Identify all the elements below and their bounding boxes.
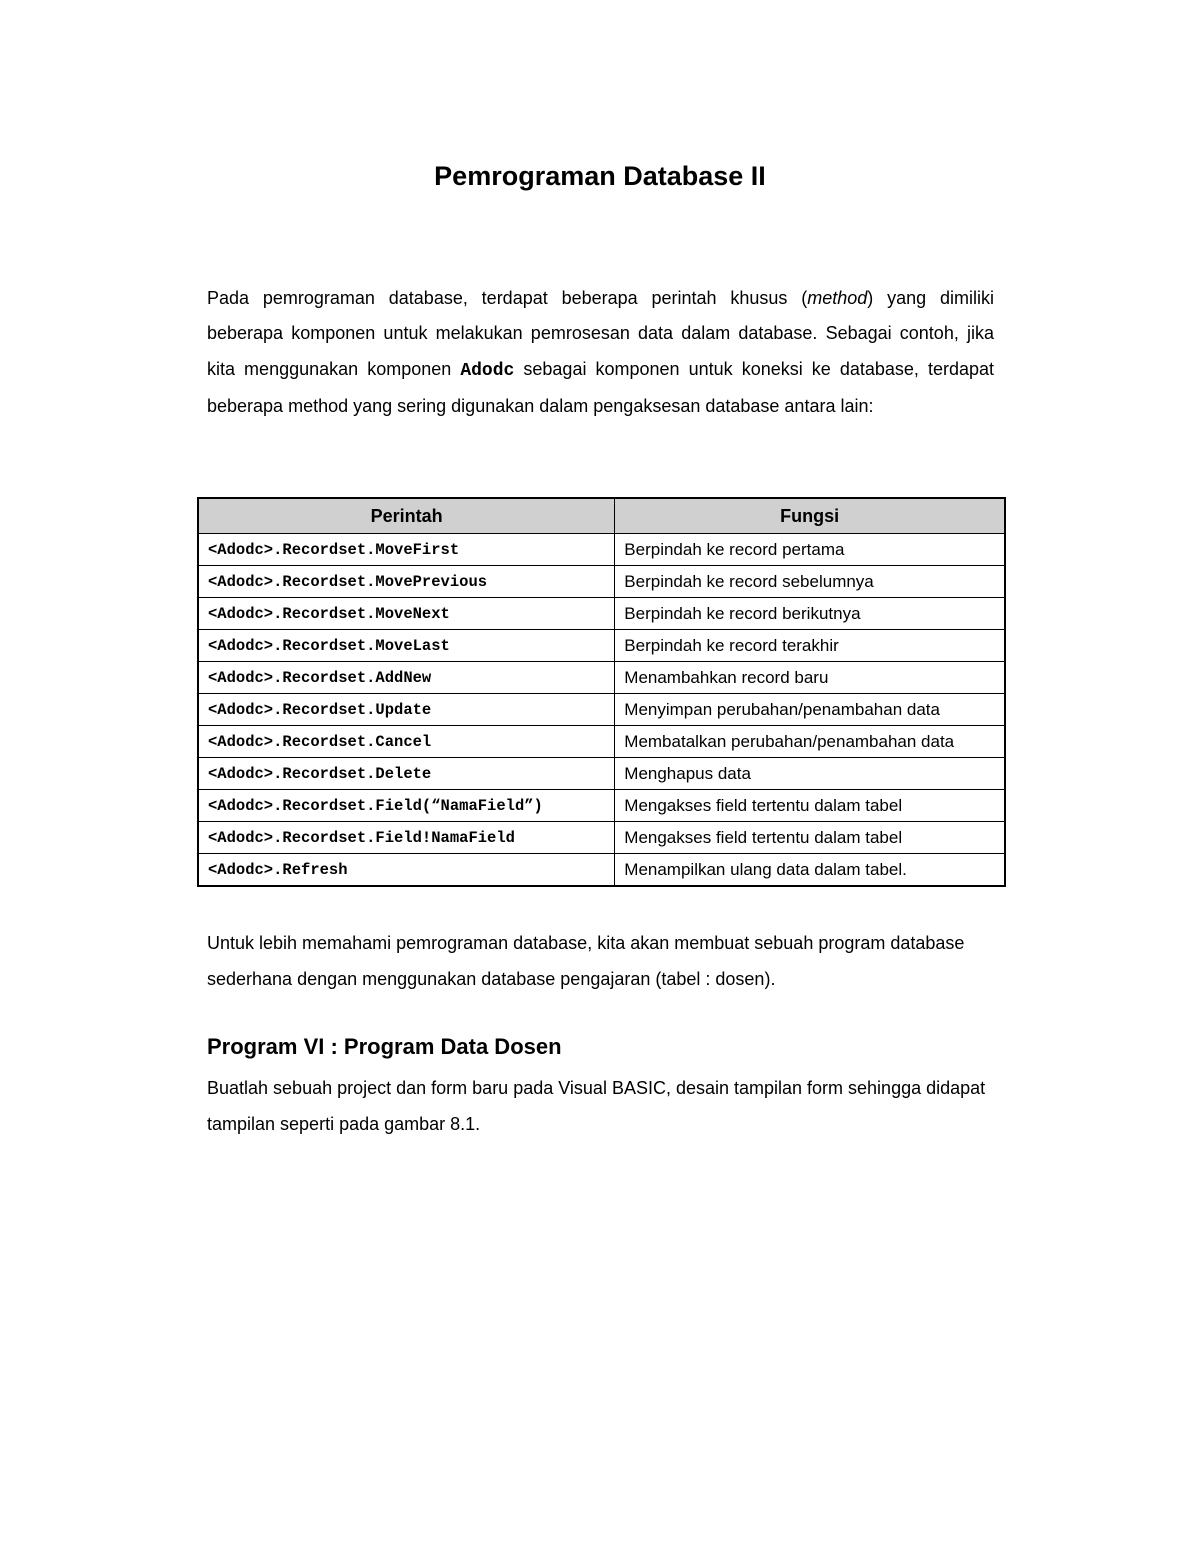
intro-text-part3: sebagai komponen untuk koneksi ke database, terdapat beberapa method yang sering digunakan dalam pengaksesan database antara lain:: [207, 358, 995, 416]
table-row: [198, 534, 1005, 566]
intro-text-part2: ) yang dimiliki beberapa komponen untuk melakukan pemrosesan data dalam database. Sebagai contoh, jika kita menggunakan komponen: [207, 288, 995, 379]
command-cell: <Adodc>.Recordset.Delete: [198, 758, 615, 790]
function-cell: Membatalkan perubahan/penambahan data: [615, 726, 1005, 758]
table-row: [198, 854, 1005, 887]
method-table: [197, 497, 1006, 887]
command-cell: <Adodc>.Recordset.MoveNext: [198, 598, 615, 630]
function-cell: Menambahkan record baru: [615, 662, 1005, 694]
function-cell: Menghapus data: [615, 758, 1005, 790]
command-cell: <Adodc>.Recordset.MovePrevious: [198, 566, 615, 598]
table-row: [198, 566, 1005, 598]
table-row: [198, 694, 1005, 726]
header-perintah: Perintah: [198, 498, 615, 534]
command-cell: <Adodc>.Recordset.MoveFirst: [198, 534, 615, 566]
intro-text-part1: Pada pemrograman database, terdapat beberapa perintah khusus (: [207, 288, 808, 308]
table-row: [198, 598, 1005, 630]
outro-paragraph: Untuk lebih memahami pemrograman database, kita akan membuat sebuah program database sederhana dengan menggunakan database pengajaran (tabel : dosen).: [207, 933, 965, 989]
function-cell: Mengakses field tertentu dalam tabel: [615, 822, 1005, 854]
function-cell: Menyimpan perubahan/penambahan data: [615, 694, 1005, 726]
table-row: [198, 822, 1005, 854]
command-cell: <Adodc>.Recordset.Field!NamaField: [198, 822, 615, 854]
intro-paragraph: [207, 281, 994, 424]
table-row: [198, 630, 1005, 662]
command-cell: <Adodc>.Recordset.Field(“NamaField”): [198, 790, 615, 822]
table-row: [198, 758, 1005, 790]
command-cell: <Adodc>.Recordset.AddNew: [198, 662, 615, 694]
header-fungsi: Fungsi: [615, 498, 1005, 534]
function-cell: Berpindah ke record sebelumnya: [615, 566, 1005, 598]
command-cell: <Adodc>.Recordset.MoveLast: [198, 630, 615, 662]
command-cell: <Adodc>.Recordset.Cancel: [198, 726, 615, 758]
program-description: Buatlah sebuah project dan form baru pada Visual BASIC, desain tampilan form sehingga didapat tampilan seperti pada gambar 8.1.: [207, 1078, 986, 1134]
table-row: [198, 662, 1005, 694]
function-cell: Mengakses field tertentu dalam tabel: [615, 790, 1005, 822]
function-cell: Berpindah ke record berikutnya: [615, 598, 1005, 630]
program-heading: Program VI : Program Data Dosen: [207, 1034, 562, 1059]
page-title: Pemrograman Database II: [434, 161, 766, 191]
command-cell: <Adodc>.Recordset.Update: [198, 694, 615, 726]
intro-component-name: Adodc: [460, 360, 515, 381]
command-cell: <Adodc>.Refresh: [198, 854, 615, 887]
function-cell: Menampilkan ulang data dalam tabel.: [615, 854, 1005, 887]
table-row: [198, 726, 1005, 758]
function-cell: Berpindah ke record terakhir: [615, 630, 1005, 662]
function-cell: Berpindah ke record pertama: [615, 534, 1005, 566]
table-header-row: [198, 498, 1005, 534]
intro-method-word: method: [807, 288, 868, 308]
table-row: [198, 790, 1005, 822]
